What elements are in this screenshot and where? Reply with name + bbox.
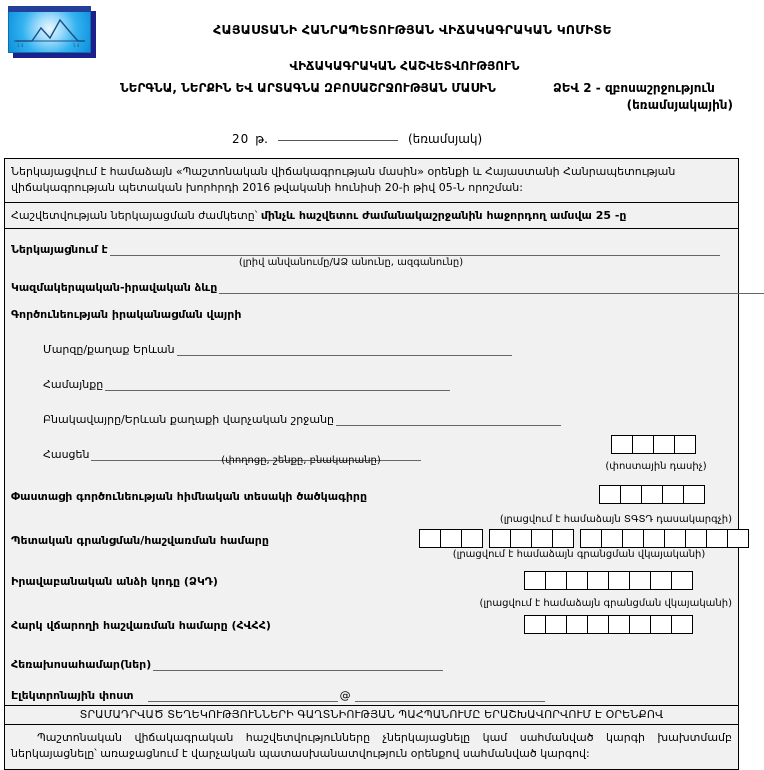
page-title: ՀԱՅԱՍՏԱՆԻ ՀԱՆՐԱՊԵՏՈՒԹՅԱՆ ՎԻՃԱԿԱԳՐԱԿԱՆ ԿՈՄԻՏԵ bbox=[213, 22, 612, 37]
char-box[interactable] bbox=[566, 571, 588, 590]
char-box[interactable] bbox=[629, 571, 651, 590]
char-box[interactable] bbox=[629, 615, 651, 634]
char-box[interactable] bbox=[685, 529, 707, 548]
char-box[interactable] bbox=[683, 485, 705, 504]
phone-input[interactable] bbox=[153, 658, 443, 671]
row-submitted-by bbox=[11, 234, 732, 256]
state-reg-boxes-3[interactable] bbox=[580, 529, 749, 548]
char-box[interactable] bbox=[632, 435, 654, 454]
legal-entity-code-boxes[interactable] bbox=[524, 571, 693, 590]
row-address bbox=[11, 439, 732, 479]
subtitle-row bbox=[100, 81, 739, 119]
report-subject-title: ՆԵՐԳՆԱ, ՆԵՐՔԻՆ ԵՎ ԱՐՏԱԳՆԱ ԶԲՈՍԱՇՐՋՈՒԹՅԱՆ ՄԱՍԻՆ bbox=[120, 81, 496, 95]
row-community bbox=[11, 369, 732, 391]
year-prefix: 20 bbox=[232, 132, 250, 146]
char-box[interactable] bbox=[510, 529, 532, 548]
char-box[interactable] bbox=[727, 529, 749, 548]
settlement-input[interactable] bbox=[336, 413, 561, 426]
char-box[interactable] bbox=[580, 529, 602, 548]
legal-entity-code-label: Իրավաբանական անձի կոդը (ՁԿԴ) bbox=[11, 574, 218, 588]
char-box[interactable] bbox=[650, 571, 672, 590]
activity-class-boxes[interactable] bbox=[599, 485, 705, 504]
submission-deadline bbox=[5, 203, 738, 228]
taxpayer-label: Հարկ վճարողի հաշվառման համարը (ՀՎՀՀ) bbox=[11, 618, 271, 632]
form-number-line2: (եռամսյակային) bbox=[626, 98, 733, 112]
char-box[interactable] bbox=[674, 435, 696, 454]
state-reg-boxgroup bbox=[419, 529, 749, 548]
char-box[interactable] bbox=[608, 615, 630, 634]
form-number bbox=[553, 81, 733, 112]
state-reg-boxes-2[interactable] bbox=[489, 529, 574, 548]
char-box[interactable] bbox=[566, 615, 588, 634]
row-settlement bbox=[11, 404, 732, 426]
char-box[interactable] bbox=[545, 615, 567, 634]
email-domain-input[interactable] bbox=[355, 689, 545, 702]
state-reg-boxes-1[interactable] bbox=[419, 529, 483, 548]
address-hint: (փողոցը, շենքը, բնակարանը) bbox=[221, 454, 381, 466]
char-box[interactable] bbox=[662, 485, 684, 504]
postal-index-boxes[interactable] bbox=[611, 435, 696, 454]
char-box[interactable] bbox=[587, 571, 609, 590]
report-type-title: ՎԻՃԱԿԱԳՐԱԿԱՆ ՀԱՇՎԵՏՎՈՒԹՅՈՒՆ bbox=[289, 59, 520, 73]
legal-entity-code-hint: (լրացվում է համաձայն գրանցման վկայականի) bbox=[479, 597, 732, 609]
quarter-label: (եռամսյակ) bbox=[407, 132, 483, 146]
row-activity-class bbox=[11, 485, 732, 529]
char-box[interactable] bbox=[641, 485, 663, 504]
postal-index-hint: (փոստային դասիչ) bbox=[605, 460, 707, 472]
char-box[interactable] bbox=[552, 529, 574, 548]
char-box[interactable] bbox=[643, 529, 665, 548]
activity-class-hint: (լրացվում է համաձայն ՏԳՏԴ դասակարգչի) bbox=[499, 513, 732, 525]
char-box[interactable] bbox=[489, 529, 511, 548]
legal-form-input[interactable] bbox=[219, 281, 764, 294]
char-box[interactable] bbox=[531, 529, 553, 548]
row-state-reg bbox=[11, 529, 732, 567]
deadline-prefix: Հաշվետվության ներկայացման ժամկետը՝ bbox=[11, 208, 261, 222]
char-box[interactable] bbox=[461, 529, 483, 548]
email-user-input[interactable] bbox=[148, 689, 338, 702]
row-legal-entity-code bbox=[11, 571, 732, 615]
svg-text:1 4: 1 4 bbox=[17, 43, 24, 48]
divider-2 bbox=[5, 228, 738, 229]
char-box[interactable] bbox=[608, 571, 630, 590]
char-box[interactable] bbox=[706, 529, 728, 548]
row-legal-form bbox=[11, 272, 732, 294]
char-box[interactable] bbox=[587, 615, 609, 634]
row-taxpayer bbox=[11, 615, 732, 645]
char-box[interactable] bbox=[419, 529, 441, 548]
email-at-symbol: @ bbox=[339, 688, 351, 702]
state-reg-hint: (լրացվում է համաձայն գրանցման վկայականի) bbox=[452, 548, 706, 560]
penalty-note bbox=[5, 725, 738, 769]
char-box[interactable] bbox=[650, 615, 672, 634]
char-box[interactable] bbox=[524, 615, 546, 634]
char-box[interactable] bbox=[599, 485, 621, 504]
form-body-box bbox=[4, 158, 739, 770]
char-box[interactable] bbox=[671, 571, 693, 590]
char-box[interactable] bbox=[671, 615, 693, 634]
row-region bbox=[11, 334, 732, 356]
row-phone bbox=[11, 649, 732, 671]
email-label: Էլեկտրոնային փոստ bbox=[11, 688, 134, 702]
form-fields bbox=[5, 234, 738, 702]
title-block bbox=[100, 22, 739, 119]
taxpayer-boxes[interactable] bbox=[524, 615, 693, 634]
submitted-by-input[interactable] bbox=[110, 243, 720, 256]
char-box[interactable] bbox=[611, 435, 633, 454]
region-input[interactable] bbox=[177, 343, 512, 356]
state-reg-label: Պետական գրանցման/հաշվառման համարը bbox=[11, 533, 269, 547]
char-box[interactable] bbox=[622, 529, 644, 548]
settlement-label: Բնակավայրը/Երևան քաղաքի վարչական շրջանը bbox=[43, 412, 335, 426]
activity-place-header: Գործունեության իրականացման վայրի bbox=[11, 307, 242, 321]
char-box[interactable] bbox=[545, 571, 567, 590]
community-input[interactable] bbox=[105, 378, 450, 391]
activity-class-label: Փաստացի գործունեության հիմնական տեսակի ծածկագիրը bbox=[11, 489, 368, 503]
char-box[interactable] bbox=[601, 529, 623, 548]
region-label: Մարզը/քաղաք Երևան bbox=[43, 342, 175, 356]
quarter-input[interactable] bbox=[278, 139, 398, 141]
armstat-logo bbox=[8, 6, 96, 58]
row-email bbox=[11, 680, 732, 702]
community-label: Համայնքը bbox=[43, 377, 104, 391]
char-box[interactable] bbox=[440, 529, 462, 548]
char-box[interactable] bbox=[653, 435, 675, 454]
submitted-by-hint: (լրիվ անվանումը/ԱՁ անունը, ազգանունը) bbox=[238, 256, 464, 268]
char-box[interactable] bbox=[664, 529, 686, 548]
svg-text:5 4: 5 4 bbox=[73, 43, 80, 48]
deadline-value: մինչև հաշվետու ժամանակաշրջանին հաջորդող ամսվա 25 -ը bbox=[260, 208, 627, 222]
form-header bbox=[0, 0, 743, 128]
logo-chart-icon bbox=[8, 6, 91, 53]
penalty-text: Պաշտոնական վիճակագրական հաշվետվությունները չներկայացնելը կամ սահմանված կարգի խախտմամբ ներկայացնելը՝ առաջացնում է վարչական պատասխանատվություն օրենքով սահմանված կարգով: bbox=[11, 730, 732, 761]
legal-form-label: Կազմակերպական-իրավական ձևը bbox=[11, 280, 218, 294]
form-number-line1: ՁԵՎ 2 - զբոսաշրջություն bbox=[553, 81, 715, 95]
char-box[interactable] bbox=[620, 485, 642, 504]
submitted-by-label: Ներկայացնում է bbox=[11, 242, 108, 256]
address-label: Հասցեն bbox=[43, 447, 90, 461]
phone-label: Հեռախոսահամար(ներ) bbox=[11, 657, 152, 671]
reporting-period-row bbox=[0, 128, 743, 158]
char-box[interactable] bbox=[524, 571, 546, 590]
legal-basis-note: Ներկայացվում է համաձայն «Պաշտոնական վիճակագրության մասին» օրենքի և Հայաստանի Հանրապետության վիճակագրության պետական խորհրդի 2016 թվականի հունիսի 20-ի թիվ 05-Ն որոշման: bbox=[11, 165, 676, 194]
confidentiality-banner: ՏՐԱՄԱԴՐՎԱԾ ՏԵՂԵԿՈՒԹՅՈՒՆՆԵՐԻ ԳԱՂՏՆԻՈՒԹՅԱՆ ՊԱՀՊԱՆՈՒՄԸ ԵՐԱՇԽԱՎՈՐՎՈՒՄ Է ՕՐԵՆՔՈՎ bbox=[5, 705, 738, 725]
year-suffix: թ. bbox=[255, 132, 268, 146]
